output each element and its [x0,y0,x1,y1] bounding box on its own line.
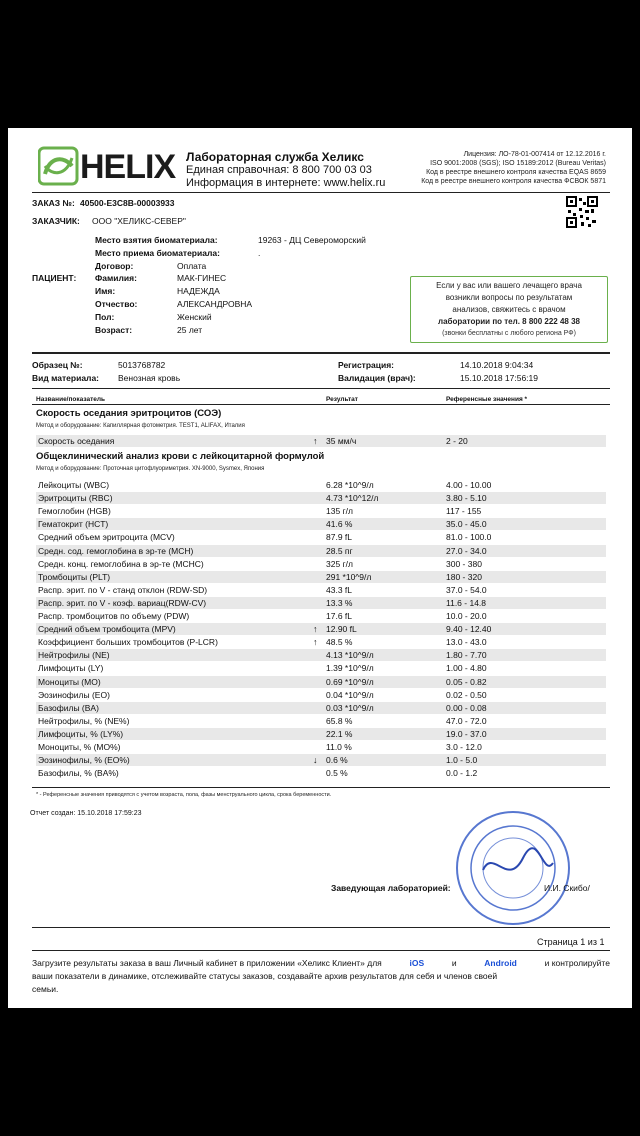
result-value: 4.13 *10^9/л [326,650,374,661]
table-row [36,702,606,714]
result-value: 22.1 % [326,728,353,739]
result-name: Лейкоциты (WBC) [38,480,110,490]
reference-range: 180 - 320 [446,571,482,582]
result-value: 11.0 % [326,742,352,752]
client-value: ООО "ХЕЛИКС-СЕВЕР" [92,216,186,226]
result-name: Эозинофилы (EO) [38,689,110,700]
result-value: 291 *10^9/л [326,571,372,582]
promo-android-link[interactable]: Android [484,958,517,968]
result-name: Распр. эрит. по V - коэф. вариац(RDW-CV) [38,597,207,608]
license-block [421,150,606,186]
reference-range: 37.0 - 54.0 [446,584,487,595]
result-name: Нейтрофилы, % (NE%) [38,715,130,726]
result-name: Моноциты (MO) [38,676,101,687]
divider [32,352,610,354]
table-row [36,518,606,530]
result-flag-icon: ↑ [313,436,318,446]
promo-line-1 [32,957,610,970]
divider [32,192,610,193]
promo-line-2: ваши показатели в динамике, отслеживайте статусы заказов, создавайте архив результатов для себя и членов своей [32,971,498,981]
result-value: 1.39 *10^9/л [326,663,374,674]
patient-field-label: Возраст: [95,325,133,335]
license-line: ISO 9001:2008 (SGS); ISO 15189:2012 (Bureau Veritas) [430,160,606,167]
section-title-esr: Скорость оседания эритроцитов (СОЭ) [36,408,222,419]
promo-text: и контролируйте [544,958,610,968]
patient-field-value: 25 лет [177,325,203,335]
result-name: Нейтрофилы (NE) [38,650,110,661]
reference-range: 47.0 - 72.0 [446,715,487,726]
table-row [36,571,606,583]
col-header-ref: Референсные значения * [446,396,528,403]
logo-text: HELIX [80,148,176,186]
license-line: Код в реестре внешнего контроля качества EQAS 8659 [426,169,606,176]
reference-range: 27.0 - 34.0 [446,545,487,556]
table-row [36,767,606,779]
result-value: 12.90 fL [326,624,357,635]
table-row [36,435,606,447]
result-name: Лимфоциты (LY) [38,663,104,674]
table-row [36,479,606,491]
infobox-line: анализов, свяжитесь с врачом [452,305,566,314]
client-label: ЗАКАЗЧИК: [32,216,80,226]
sample-label: Образец №: [32,360,83,370]
method-note-cbc: Метод и оборудование: Проточная цитофлуориметрия. XN-9000, Sysmex, Япония [36,466,265,472]
reference-range: 9.40 - 12.40 [446,624,492,635]
reference-range: 300 - 380 [446,558,482,569]
result-value: 135 г/л [326,506,353,517]
reference-range: 117 - 155 [446,506,482,517]
result-name: Гематокрит (HCT) [38,519,109,530]
result-name: Гемоглобин (HGB) [38,506,111,517]
result-value: 41.6 % [326,519,353,530]
reference-range: 13.0 - 43.0 [446,637,487,648]
table-row [36,662,606,674]
head-of-lab-label: Заведующая лабораторией: [331,883,451,893]
reference-range: 1.0 - 5.0 [446,755,478,766]
reference-range: 0.02 - 0.50 [446,689,487,700]
result-name: Распр. тромбоцитов по объему (PDW) [38,611,190,621]
result-name: Тромбоциты (PLT) [38,571,111,582]
result-value: 35 мм/ч [326,436,357,446]
table-row [36,492,606,504]
table-row [36,584,606,596]
reference-range: 81.0 - 100.0 [446,532,492,543]
promo-text: Загрузите результаты заказа в ваш Личный кабинет в приложении «Хеликс Клиент» для [32,958,382,968]
patient-field-value: Женский [177,312,212,322]
result-value: 0.69 *10^9/л [326,676,374,687]
registration-label: Регистрация: [338,360,395,370]
patient-field-value: АЛЕКСАНДРОВНА [177,299,253,309]
reference-range: 11.6 - 14.8 [446,597,487,608]
license-line: Код в реестре внешнего контроля качества ФСВОК 5871 [421,178,606,185]
material-label: Вид материала: [32,373,100,383]
patient-field-value: МАК-ГИНЕС [177,273,227,283]
method-note-esr: Метод и оборудование: Капиллярная фотометрия. TEST1, ALIFAX, Италия [36,423,245,429]
result-name: Базофилы, % (BA%) [38,768,119,779]
divider [32,388,610,389]
promo-text: и [451,958,457,968]
col-header-name: Название/показатель [36,396,106,403]
table-row [36,531,606,543]
reference-range: 3.0 - 12.0 [446,742,482,752]
result-value: 0.03 *10^9/л [326,702,374,713]
result-name: Средний объем эритроцита (MCV) [38,532,175,543]
validation-value: 15.10.2018 17:56:19 [460,373,538,383]
result-value: 17.6 fL [326,611,352,621]
table-row [36,623,606,635]
result-value: 325 г/л [326,558,353,569]
result-name: Эритроциты (RBC) [38,493,113,504]
reference-range: 19.0 - 37.0 [446,728,487,739]
result-name: Скорость оседания [38,436,115,446]
infobox-line: (звонки бесплатны с любого региона РФ) [442,330,576,337]
infobox-line: Если у вас или вашего лечащего врача [436,281,582,290]
patient-field-label: Место приема биоматериала: [95,248,220,258]
validation-label: Валидация (врач): [338,373,416,383]
result-value: 48.5 % [326,637,353,648]
result-flag-icon: ↑ [313,637,318,648]
result-value: 65.8 % [326,715,353,726]
order-number: 40500-E3C8B-00003933 [80,198,175,208]
order-label: ЗАКАЗ №: [32,198,75,208]
table-row [36,505,606,517]
table-row [36,545,606,557]
patient-field-label: Отчество: [95,299,138,309]
table-row [36,728,606,740]
patient-field-value: . [258,248,261,258]
table-row [36,636,606,648]
lab-report-page [8,128,632,1008]
result-flag-icon: ↑ [313,624,318,635]
result-name: Средн. конц. гемоглобина в эр-те (MCHC) [38,558,204,569]
result-value: 0.04 *10^9/л [326,689,374,700]
table-row [36,741,606,753]
promo-ios-link[interactable]: iOS [409,958,425,968]
page-number: Страница 1 из 1 [537,937,605,947]
result-value: 87.9 fL [326,532,352,543]
reference-range: 0.0 - 1.2 [446,768,478,779]
result-name: Коэффициент больших тромбоцитов (P-LCR) [38,637,218,648]
result-value: 0.6 % [326,755,348,766]
table-row [36,676,606,688]
result-name: Моноциты, % (MO%) [38,742,121,752]
result-value: 43.3 fL [326,584,352,595]
divider [32,927,610,928]
result-value: 13.3 % [326,597,353,608]
patient-field-value: Оплата [177,261,207,271]
divider [32,950,610,951]
divider [32,404,610,405]
table-row [36,597,606,609]
app-promo-text [32,957,610,996]
table-row [36,649,606,661]
registration-value: 14.10.2018 9:04:34 [460,360,534,370]
table-row [36,558,606,570]
reference-range: 3.80 - 5.10 [446,493,487,504]
reference-range: 35.0 - 45.0 [446,519,487,530]
lab-website: Информация в интернете: www.helix.ru [186,177,386,189]
patient-field-value: 19263 - ДЦ Североморский [258,235,366,245]
table-row [36,610,606,622]
patient-field-label: Имя: [95,286,116,296]
reference-range: 1.00 - 4.80 [446,663,487,674]
doctor-contact-infobox [410,276,608,343]
reference-range: 0.00 - 0.08 [446,702,487,713]
section-title-cbc: Общеклинический анализ крови с лейкоцитарной формулой [36,451,325,462]
result-name: Средн. сод. гемоглобина в эр-те (MCH) [38,545,194,556]
result-value: 4.73 *10^12/л [326,493,379,504]
license-line: Лицензия: ЛО-78-01-007414 от 12.12.2016 г. [463,151,606,158]
head-of-lab-name: И.И. Скибо/ [544,883,590,893]
patient-field-label: Место взятия биоматериала: [95,235,218,245]
reference-range: 4.00 - 10.00 [446,480,492,490]
lab-title: Лабораторная служба Хеликс [186,150,364,164]
result-name: Эозинофилы, % (EO%) [38,755,130,766]
patient-field-value: НАДЕЖДА [177,286,220,296]
result-value: 6.28 *10^9/л [326,480,374,490]
patient-label: ПАЦИЕНТ: [32,273,77,283]
qr-code-icon [566,196,598,228]
infobox-line: возникли вопросы по результатам [445,293,573,302]
reference-range: 0.05 - 0.82 [446,676,487,687]
patient-field-label: Фамилия: [95,273,137,283]
result-name: Распр. эрит. по V - станд отклон (RDW-SD) [38,584,208,595]
reference-footnote: * - Референсные значения приводятся с учетом возраста, пола, фазы менструального цикла, срока беременности. [36,792,332,798]
result-name: Базофилы (BA) [38,702,99,713]
table-row [36,754,606,766]
result-value: 0.5 % [326,768,348,779]
divider [32,787,610,788]
reference-range: 10.0 - 20.0 [446,611,487,621]
patient-field-label: Пол: [95,312,115,322]
report-created: Отчет создан: 15.10.2018 17:59:23 [30,810,142,817]
reference-range: 1.80 - 7.70 [446,650,487,661]
helix-logo-icon [38,146,80,186]
lab-phone: Единая справочная: 8 800 700 03 03 [186,164,372,176]
col-header-result: Результат [326,396,358,403]
reference-range: 2 - 20 [446,436,468,446]
result-flag-icon: ↓ [313,755,318,766]
result-value: 28.5 пг [326,545,353,556]
material-value: Венозная кровь [118,373,181,383]
table-row [36,715,606,727]
sample-number: 5013768782 [118,360,166,370]
promo-line-3: семьи. [32,984,59,994]
table-row [36,689,606,701]
infobox-phone-line: лаборатории по тел. 8 800 222 48 38 [437,317,580,326]
lab-stamp-seal [453,808,573,928]
result-name: Лимфоциты, % (LY%) [38,728,124,739]
result-name: Средний объем тромбоцита (MPV) [38,624,176,635]
patient-field-label: Договор: [95,261,134,271]
